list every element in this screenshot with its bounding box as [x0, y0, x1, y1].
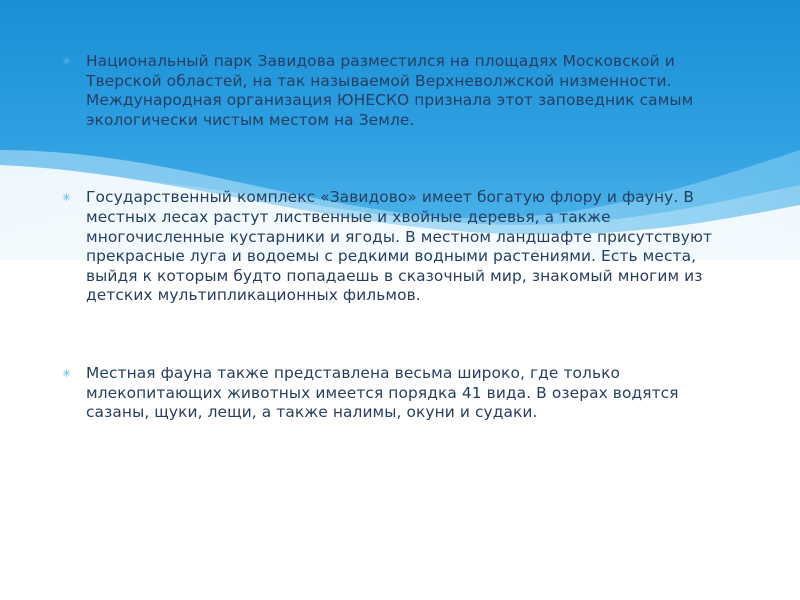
paragraph-park-location [62, 52, 742, 130]
paragraph-text: Государственный комплекс «Завидово» имеет богатую флору и фауну. В местных лесах растут лиственные и хвойные деревья, а также многочисленные кустарники и ягоды. В местном ландшафте присутствуют прекрасные луга и водоемы с редкими водными растениями. Есть места, выйдя к которым будто попадаешь в сказочный мир, знакомый многим из детских мультипликационных фильмов. [86, 188, 713, 305]
paragraph-text: Национальный парк Завидова разместился на площадях Московской и Тверской областей, на так называемой Верхневолжской низменности. Международная организация ЮНЕСКО признала этот заповедник самым экологически чистым местом на Земле. [86, 52, 694, 129]
star-bullet-icon: ✳ [62, 191, 72, 205]
star-bullet-icon: ✳ [62, 55, 72, 68]
slide-content [62, 52, 742, 423]
paragraph-fauna [62, 364, 742, 423]
star-bullet-icon: ✳ [62, 366, 72, 380]
paragraph-flora [62, 188, 742, 306]
paragraph-text: Местная фауна также представлена весьма широко, где только млекопитающих животных имеется порядка 41 вида. В озерах водятся сазаны, щуки, лещи, а также налимы, окуни и судаки. [86, 363, 679, 422]
